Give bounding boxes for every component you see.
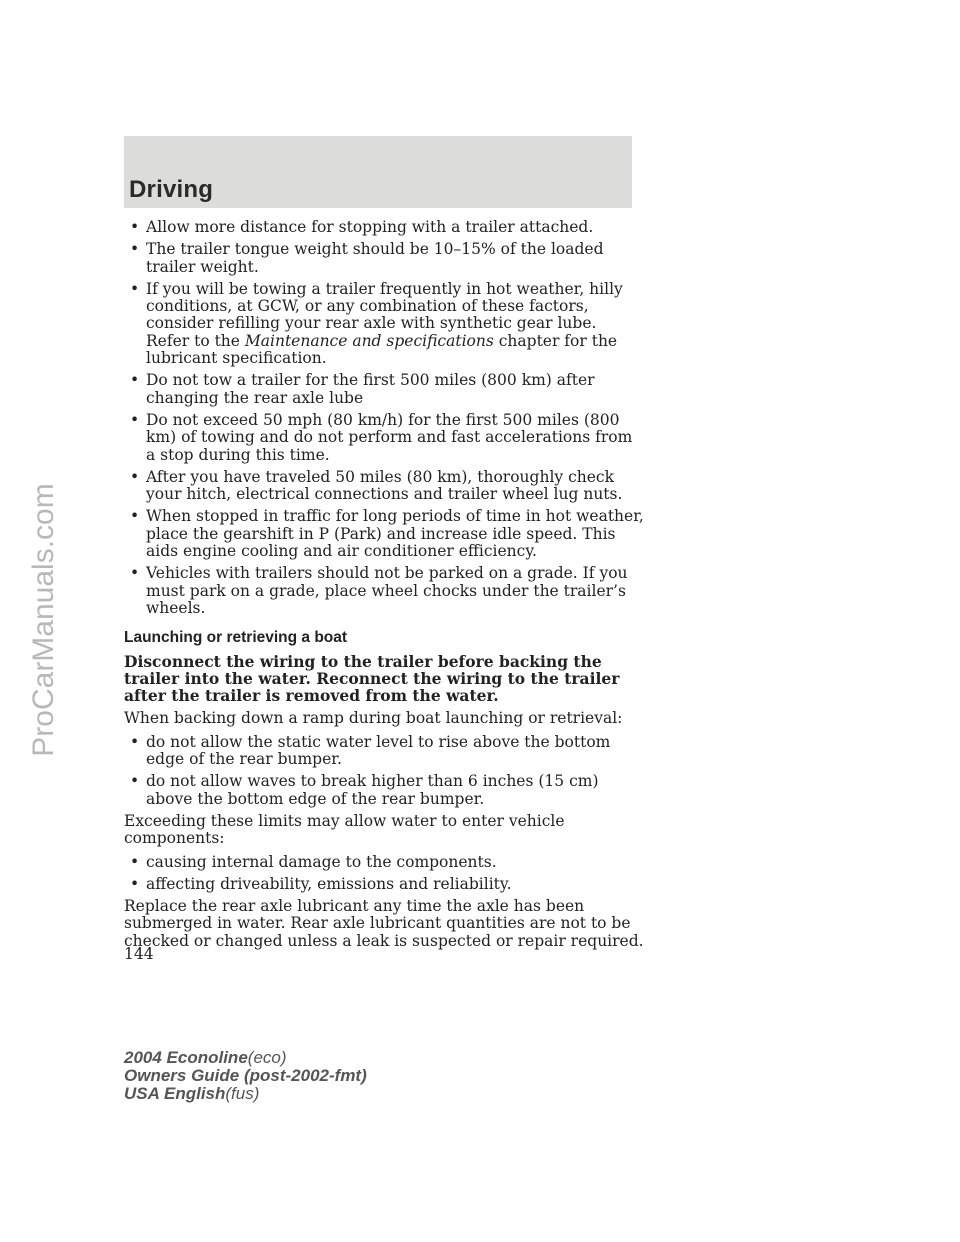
list-item-text: Vehicles with trailers should not be parked on a grade. If you must park on a grade, place wheel chocks under the trailer’s wheels. [146,564,628,617]
section-title: Driving [129,176,214,203]
closing-paragraph: Replace the rear axle lubricant any time the axle has been submerged in water. Rear axle lubricant quantities are not to be checked or changed unless a leak is suspected or repair required. [124,897,644,950]
bullet-icon: • [130,772,140,791]
chapter-reference: Maintenance and specifications [244,331,494,350]
bullet-icon: • [130,564,140,583]
bullet-icon: • [130,732,140,751]
list-item-text: The trailer tongue weight should be 10–15% of the loaded trailer weight. [146,240,604,276]
footer-line-1 [124,1049,367,1067]
list-item-text: Allow more distance for stopping with a trailer attached. [146,218,594,236]
footer-line-3 [124,1085,367,1103]
page-number: 144 [124,945,154,963]
bullet-icon: • [130,371,140,390]
list-item [124,508,644,560]
list-item [124,469,644,504]
document-footer [124,1049,367,1103]
list-item-text: causing internal damage to the components. [146,852,497,871]
footer-model: 2004 Econoline [124,1048,248,1067]
bullet-icon: • [130,467,140,486]
list-item [124,565,644,617]
bullet-icon: • [130,852,140,871]
page-content [124,219,644,956]
bullet-icon: • [130,279,140,298]
boat-heading: Launching or retrieving a boat [124,629,348,647]
list-item-gear-lube [124,281,644,367]
bullet-icon: • [130,240,140,259]
watermark: ProCarManuals.com [27,483,60,757]
boat-warning: Disconnect the wiring to the trailer before backing the trailer into the water. Reconnect the wiring to the trailer after the trailer is removed from the water. [124,651,620,706]
list-item [124,854,644,871]
list-item [124,734,644,769]
list-item-text: chapter for the lubricant specification. [146,331,618,368]
exceed-intro: Exceeding these limits may allow water to enter vehicle components: [124,811,565,848]
list-item [124,372,644,407]
bullet-icon: • [130,218,140,236]
list-item-text: Do not tow a trailer for the first 500 miles (800 km) after changing the rear axle lube [146,371,595,407]
list-item-text: When stopped in traffic for long periods of time in hot weather, place the gearshift in P (Park) and increase idle speed. This aids engine cooling and air conditioner efficiency. [146,507,644,561]
list-item [124,219,644,236]
footer-line-2 [124,1067,367,1085]
list-item-text: After you have traveled 50 miles (80 km), thoroughly check your hitch, electrical connections and trailer wheel lug nuts. [146,467,623,504]
footer-guide: Owners Guide (post-2002-fmt) [124,1066,367,1085]
list-item [124,773,644,808]
list-item-text: affecting driveability, emissions and reliability. [146,874,512,893]
footer-language-code: (fus) [225,1084,260,1103]
bullet-icon: • [130,874,140,893]
bullet-icon: • [130,507,140,526]
bullet-icon: • [130,410,140,429]
list-item [124,241,644,276]
footer-model-code: (eco) [247,1048,287,1067]
list-item-text: If you will be towing a trailer frequently in hot weather, hilly conditions, at GCW, or any combination of these factors, consider refilling your rear axle with synthetic gear lube. Refer to the [146,279,623,350]
list-item [124,412,644,464]
boat-intro: When backing down a ramp during boat launching or retrieval: [124,709,623,728]
list-item-text: Do not exceed 50 mph (80 km/h) for the first 500 miles (800 km) of towing and do not perform and fast accelerations from a stop during this time. [146,410,633,464]
list-item-text: do not allow the static water level to rise above the bottom edge of the rear bumper. [146,732,611,769]
list-item [124,876,644,893]
list-item-text: do not allow waves to break higher than 6 inches (15 cm) above the bottom edge of the rear bumper. [146,772,599,808]
footer-language: USA English [124,1084,226,1103]
